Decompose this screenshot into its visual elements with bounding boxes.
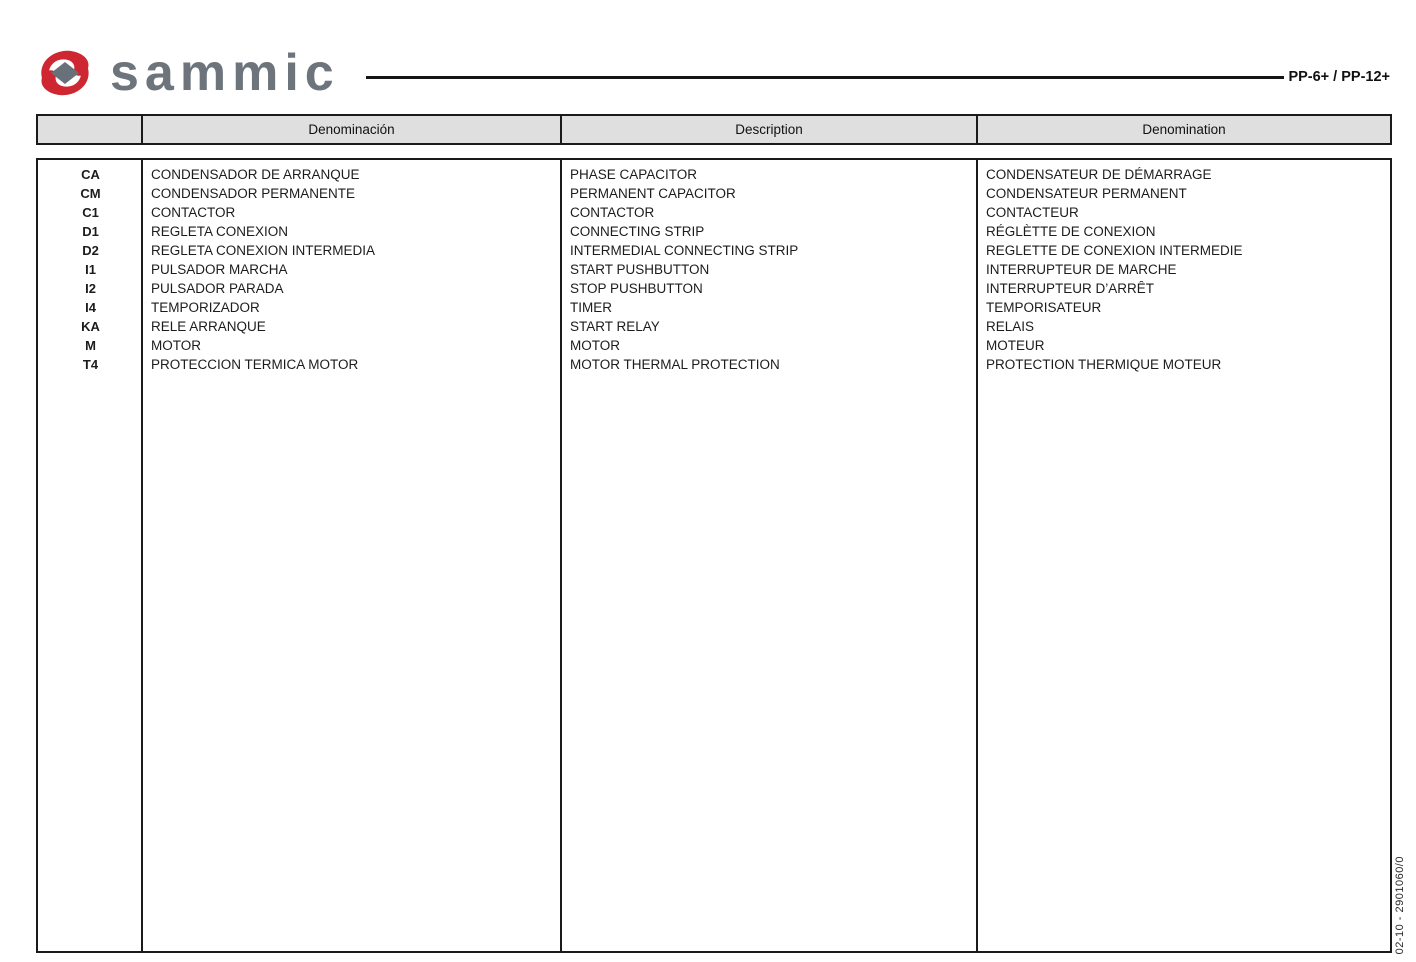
sammic-logo-text: sammic [110,44,340,102]
table-row [38,222,1390,241]
row-denomination-cell: TEMPORISATEUR [986,300,1102,315]
parts-table-header [36,114,1392,145]
table-row [38,184,1390,203]
row-denominacion-cell: RELE ARRANQUE [151,319,266,334]
row-denomination-cell: CONTACTEUR [986,205,1079,220]
row-denomination-cell: MOTEUR [986,338,1045,353]
row-denominacion-cell: TEMPORIZADOR [151,300,260,315]
row-description-cell: PHASE CAPACITOR [570,167,698,182]
row-description-cell: CONNECTING STRIP [570,224,705,239]
product-code: PP-6+ / PP-12+ [1288,69,1390,85]
row-code-cell: I4 [85,300,96,315]
row-description-cell: INTERMEDIAL CONNECTING STRIP [570,243,799,258]
row-code-cell: KA [81,319,100,334]
row-denominacion-cell: PULSADOR MARCHA [151,262,288,277]
row-denominacion-cell: PROTECCION TERMICA MOTOR [151,357,359,372]
row-denomination-cell: RELAIS [986,319,1035,334]
row-description-cell: CONTACTOR [570,205,655,220]
row-description-cell: MOTOR [570,338,620,353]
parts-rows [38,165,1390,374]
row-denominacion-cell: REGLETA CONEXION INTERMEDIA [151,243,376,258]
header-cell-code [38,116,143,143]
header-cell-denominacion: Denominación [143,116,562,143]
table-row [38,336,1390,355]
row-denominacion-cell: CONTACTOR [151,205,236,220]
doc-ref: 02-10 - 2901060/0 [1394,855,1406,954]
row-denomination-cell: INTERRUPTEUR DE MARCHE [986,262,1177,277]
table-row [38,317,1390,336]
table-row [38,298,1390,317]
row-description-cell: MOTOR THERMAL PROTECTION [570,357,780,372]
row-denomination-cell: CONDENSATEUR PERMANENT [986,186,1187,201]
row-code-cell: T4 [82,357,99,372]
row-code-cell: C1 [82,205,99,220]
sammic-logo-icon [36,47,94,99]
row-code-cell: D1 [82,224,99,239]
row-description-cell: TIMER [570,300,612,315]
row-denominacion-cell: CONDENSADOR DE ARRANQUE [151,167,360,182]
row-denomination-cell: RÉGLÈTTE DE CONEXION [986,224,1156,239]
row-description-cell: START PUSHBUTTON [570,262,710,277]
row-code-cell: I1 [85,262,96,277]
header-cell-denomination: Denomination [1142,122,1226,137]
table-row [38,203,1390,222]
row-denomination-cell: CONDENSATEUR DE DÉMARRAGE [986,167,1212,182]
row-code-cell: I2 [85,281,96,296]
row-description-cell: PERMANENT CAPACITOR [570,186,736,201]
row-denomination-cell: REGLETTE DE CONEXION INTERMEDIE [986,243,1243,258]
table-row [38,279,1390,298]
table-row [38,165,1390,184]
table-row [38,260,1390,279]
row-code-cell: D2 [82,243,99,258]
row-denominacion-cell: PULSADOR PARADA [151,281,284,296]
row-description-cell: STOP PUSHBUTTON [570,281,703,296]
row-denominacion-cell: CONDENSADOR PERMANENTE [151,186,356,201]
table-row [38,355,1390,374]
row-denominacion-cell: MOTOR [151,338,201,353]
row-code-cell: CM [80,186,101,201]
row-denomination-cell: INTERRUPTEUR D’ARRÊT [986,281,1155,296]
table-row [38,241,1390,260]
header-cell-description: Description [562,116,978,143]
row-code-cell: M [85,338,96,353]
row-description-cell: START RELAY [570,319,660,334]
parts-table-body [36,158,1392,953]
row-code-cell: CA [81,167,100,182]
row-denomination-cell: PROTECTION THERMIQUE MOTEUR [986,357,1222,372]
row-denominacion-cell: REGLETA CONEXION [151,224,289,239]
header-rule [366,76,1284,79]
